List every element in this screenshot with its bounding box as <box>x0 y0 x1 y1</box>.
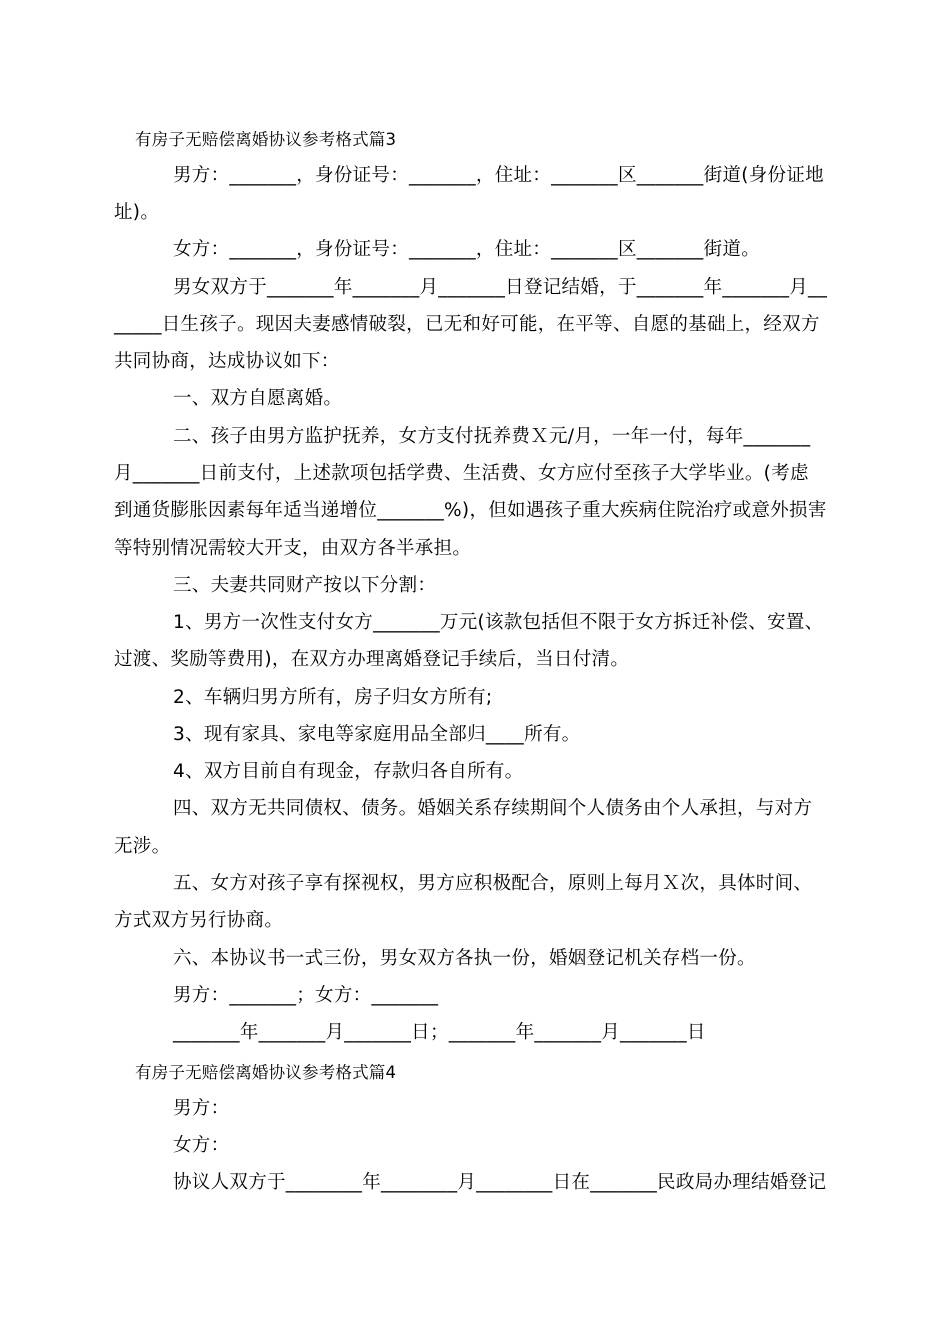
paragraph-line: 女方：_______，身份证号：_______，住址：_______区_______街道。 <box>173 239 761 260</box>
paragraph-line: 五、女方对孩子享有探视权，男方应积极配合，原则上每月Ｘ次，具体时间、 <box>173 873 813 894</box>
paragraph-line: 男方：_______，身份证号：_______，住址：_______区_______街道(身份证地 <box>173 165 824 186</box>
paragraph-line: 四、双方无共同债权、债务。婚姻关系存续期间个人债务由个人承担，与对方 <box>173 798 813 819</box>
paragraph-line: 址)。 <box>114 202 160 223</box>
paragraph-line: 男女双方于_______年_______月_______日登记结婚，于_______年_______月__ <box>173 277 828 298</box>
paragraph-line: 共同协商，达成协议如下： <box>114 351 340 372</box>
paragraph-line: 无涉。 <box>114 836 171 857</box>
paragraph-line: 到通货膨胀因素每年适当递增位_______%)，但如遇孩子重大疾病住院治疗或意外损害 <box>114 500 827 521</box>
paragraph-line: 协议人双方于________年________月________日在_______民政局办理结婚登记 <box>173 1172 827 1193</box>
paragraph-line: 3、现有家具、家电等家庭用品全部归____所有。 <box>173 724 581 745</box>
paragraph-line: 等特别情况需较大开支，由双方各半承担。 <box>114 538 472 559</box>
paragraph-line: 2、车辆归男方所有，房子归女方所有; <box>173 687 493 708</box>
paragraph-line: 三、夫妻共同财产按以下分割： <box>173 575 437 596</box>
paragraph-line: 二、孩子由男方监护抚养，女方支付抚养费Ｘ元/月，一年一付，每年_______ <box>173 426 811 447</box>
paragraph-line: 月_______日前支付，上述款项包括学费、生活费、女方应付至孩子大学毕业。(考虑 <box>114 463 809 484</box>
paragraph-line: 男方： <box>173 1098 230 1119</box>
paragraph-line: 过渡、奖励等费用)，在双方办理离婚登记手续后，当日付清。 <box>114 649 630 670</box>
paragraph-line: 一、双方自愿离婚。 <box>173 388 343 409</box>
paragraph-line: _____日生孩子。现因夫妻感情破裂，已无和好可能，在平等、自愿的基础上，经双方 <box>114 314 820 335</box>
paragraph-line: 方式双方另行协商。 <box>114 910 284 931</box>
paragraph-line: 女方： <box>173 1135 230 1156</box>
paragraph-line: 1、男方一次性支付女方_______万元(该款包括但不限于女方拆迁补偿、安置、 <box>173 612 824 633</box>
section-4-title: 有房子无赔偿离婚协议参考格式篇4 <box>135 1063 397 1082</box>
paragraph-line: 六、本协议书一式三份，男女双方各执一份，婚姻登记机关存档一份。 <box>173 948 756 969</box>
paragraph-line: 4、双方目前自有现金，存款归各自所有。 <box>173 761 524 782</box>
date-line: _______年_______月_______日；_______年_______月_______日 <box>173 1022 706 1043</box>
signature-line: 男方：_______；女方：_______ <box>173 985 439 1006</box>
section-3-title: 有房子无赔偿离婚协议参考格式篇3 <box>135 130 397 149</box>
